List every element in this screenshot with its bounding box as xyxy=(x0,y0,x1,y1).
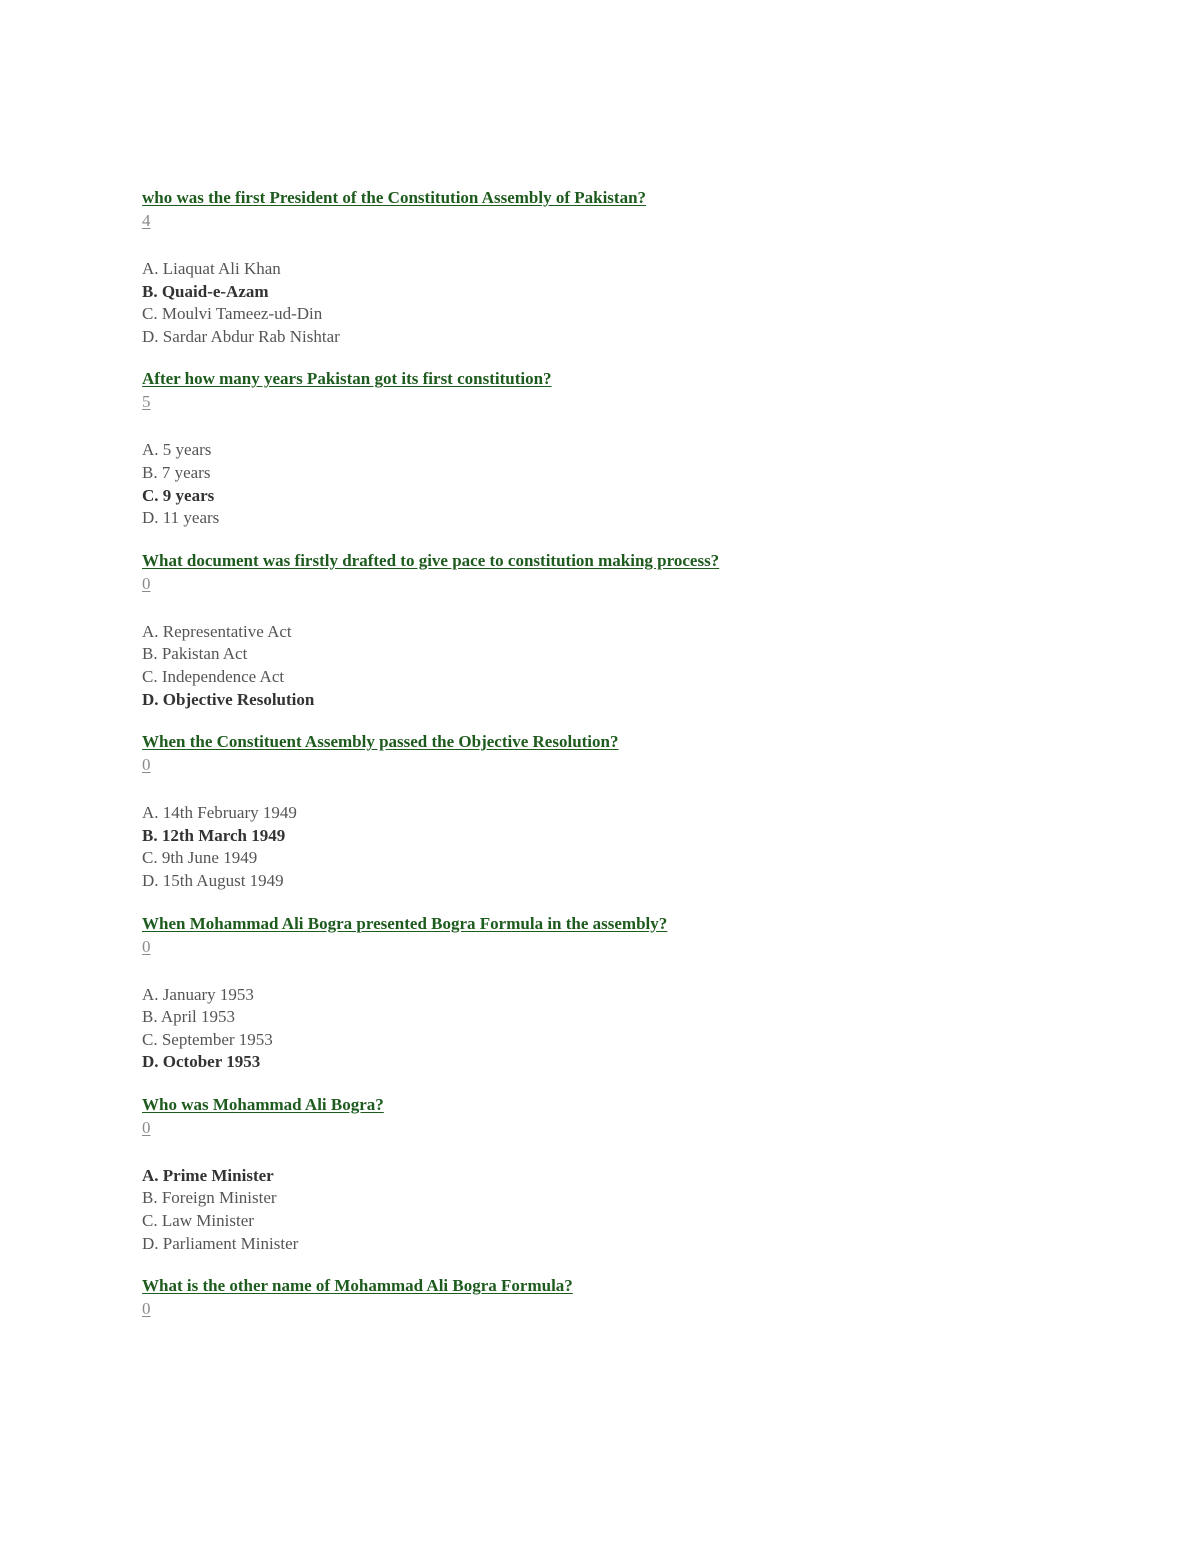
option-c: C. 9 years xyxy=(142,485,215,505)
question-block xyxy=(142,367,1142,529)
option-c: C. September 1953 xyxy=(142,1029,273,1049)
option-b: B. April 1953 xyxy=(142,1007,236,1027)
question-link[interactable]: After how many years Pakistan got its first constitution? xyxy=(142,369,552,389)
option-b: B. 7 years xyxy=(142,462,211,482)
option-d: D. October 1953 xyxy=(142,1052,261,1072)
answer-count-link[interactable]: 0 xyxy=(142,755,151,775)
question-block xyxy=(142,1274,1142,1320)
question-list xyxy=(142,186,1142,1320)
option-c: C. 9th June 1949 xyxy=(142,848,258,868)
option-a: A. 14th February 1949 xyxy=(142,803,297,823)
option-a: A. Prime Minister xyxy=(142,1165,274,1185)
option-b: B. 12th March 1949 xyxy=(142,825,286,845)
answer-count-link[interactable]: 0 xyxy=(142,936,151,956)
options-list xyxy=(142,621,1142,711)
option-d: D. Sardar Abdur Rab Nishtar xyxy=(142,326,340,346)
option-c: C. Moulvi Tameez-ud-Din xyxy=(142,304,323,324)
question-block xyxy=(142,549,1142,711)
question-link[interactable]: When Mohammad Ali Bogra presented Bogra Formula in the assembly? xyxy=(142,913,668,933)
options-list xyxy=(142,802,1142,892)
question-block xyxy=(142,186,1142,348)
options-list xyxy=(142,439,1142,529)
answer-count-link[interactable]: 0 xyxy=(142,1117,151,1137)
option-d: D. Parliament Minister xyxy=(142,1233,299,1253)
option-d: D. 15th August 1949 xyxy=(142,870,284,890)
option-a: A. January 1953 xyxy=(142,984,254,1004)
answer-count-link[interactable]: 5 xyxy=(142,392,151,412)
question-block xyxy=(142,730,1142,892)
option-a: A. 5 years xyxy=(142,440,212,460)
answer-count-link[interactable]: 0 xyxy=(142,1299,151,1319)
question-link[interactable]: What document was firstly drafted to give pace to constitution making process? xyxy=(142,550,720,570)
option-a: A. Liaquat Ali Khan xyxy=(142,259,281,278)
option-d: D. 11 years xyxy=(142,508,220,528)
option-a: A. Representative Act xyxy=(142,621,292,641)
answer-count-link[interactable]: 4 xyxy=(142,211,151,230)
options-list xyxy=(142,984,1142,1074)
option-c: C. Independence Act xyxy=(142,666,285,686)
option-b: B. Pakistan Act xyxy=(142,644,248,664)
options-list xyxy=(142,1165,1142,1255)
question-block xyxy=(142,912,1142,1074)
option-c: C. Law Minister xyxy=(142,1211,254,1231)
question-link[interactable]: who was the first President of the Constitution Assembly of Pakistan? xyxy=(142,188,647,207)
options-list xyxy=(142,258,1142,348)
option-b: B. Quaid-e-Azam xyxy=(142,281,269,301)
question-link[interactable]: What is the other name of Mohammad Ali Bogra Formula? xyxy=(142,1276,573,1296)
answer-count-link[interactable]: 0 xyxy=(142,573,151,593)
option-d: D. Objective Resolution xyxy=(142,689,315,709)
question-link[interactable]: When the Constituent Assembly passed the Objective Resolution? xyxy=(142,732,619,752)
question-block xyxy=(142,1093,1142,1255)
option-b: B. Foreign Minister xyxy=(142,1188,277,1208)
question-link[interactable]: Who was Mohammad Ali Bogra? xyxy=(142,1094,384,1114)
